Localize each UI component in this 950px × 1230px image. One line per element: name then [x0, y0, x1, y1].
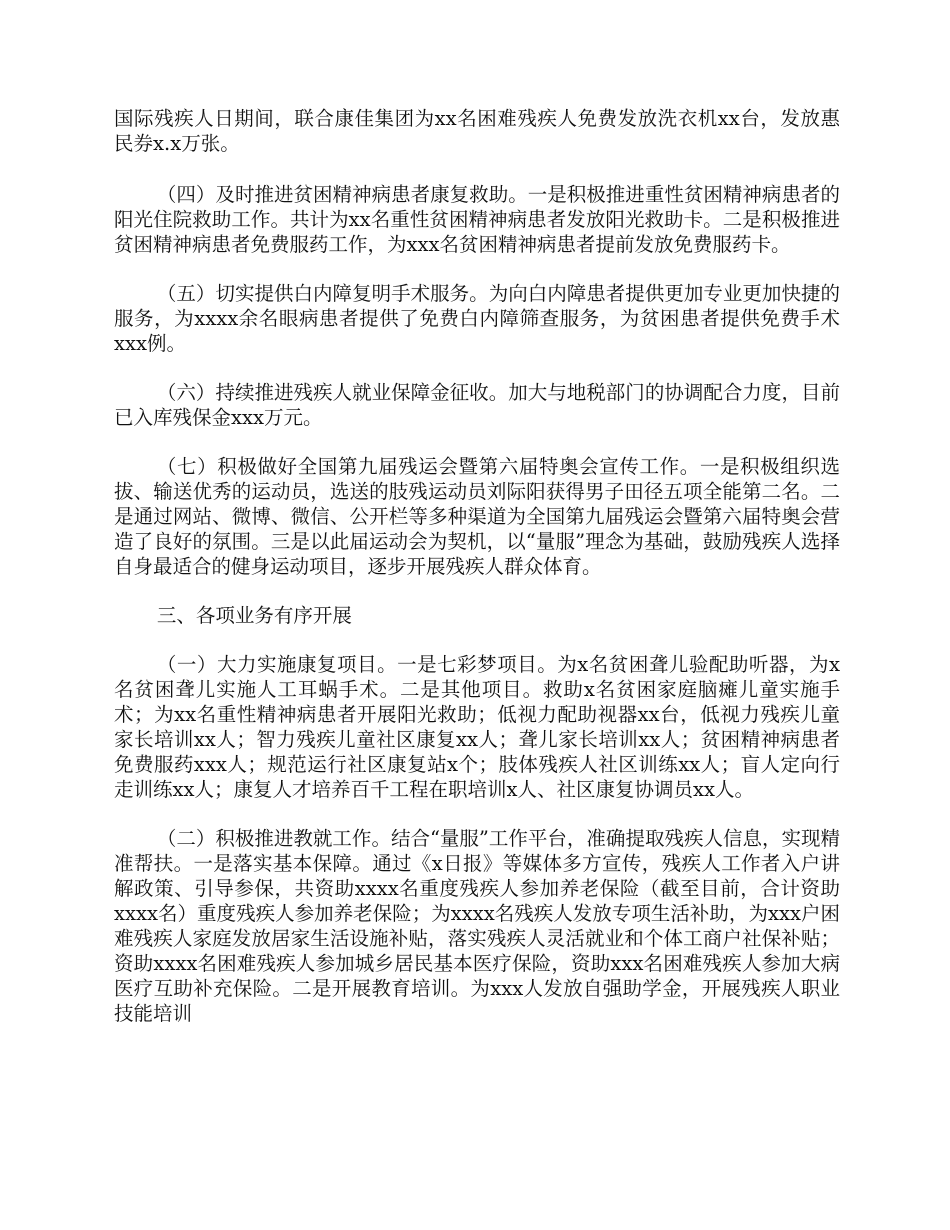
paragraph-section-7: （七）积极做好全国第九届残运会暨第六届特奥会宣传工作。一是积极组织选拔、输送优秀的运动员，选送的肢残运动员刘际阳获得男子田径五项全能第二名。二是通过网站、微博、微信、公开栏等多种渠道为全国第九届残运会暨第六届特奥会营造了良好的氛围。三是以此届运动会为契机，以“量服”理念为基础，鼓励残疾人选择自身最适合的健身运动项目，逐步开展残疾人群众体育。: [114, 455, 840, 578]
paragraph-continuation: 国际残疾人日期间，联合康佳集团为xx名困难残疾人免费发放洗衣机xx台，发放惠民券x.x万张。: [114, 107, 840, 155]
document-body: [114, 106, 840, 1050]
paragraph-section-4: （四）及时推进贫困精神病患者康复救助。一是积极推进重性贫困精神病患者的阳光住院救助工作。共计为xx名重性贫困精神病患者发放阳光救助卡。二是积极推进贫困精神病患者免费服药工作，为xxx名贫困精神病患者提前发放免费服药卡。: [114, 183, 840, 256]
paragraph-section-6: （六）持续推进残疾人就业保障金征收。加大与地税部门的协调配合力度，目前已入库残保金xxx万元。: [114, 381, 840, 429]
paragraph-section-5: （五）切实提供白内障复明手术服务。为向白内障患者提供更加专业更加快捷的服务，为xxxx余名眼病患者提供了免费白内障筛查服务，为贫困患者提供免费手术xxx例。: [114, 282, 840, 355]
paragraph-education-employment: （二）积极推进教就工作。结合“量服”工作平台，准确提取残疾人信息，实现精准帮扶。一是落实基本保障。通过《x日报》等媒体多方宣传，残疾人工作者入户讲解政策、引导参保，共资助xxxx名重度残疾人参加养老保险（截至目前，合计资助xxxx名）重度残疾人参加养老保险；为xxxx名残疾人发放专项生活补助，为xxx户困难残疾人家庭发放居家生活设施补贴，落实残疾人灵活就业和个体工商户社保补贴；资助xxxx名困难残疾人参加城乡居民基本医疗保险，资助xxx名困难残疾人参加大病医疗互助补充保险。二是开展教育培训。为xxx人发放自强助学金，开展残疾人职业技能培训: [114, 827, 840, 1025]
section-heading-3: 三、各项业务有序开展: [156, 604, 352, 627]
paragraph-rehab-projects: （一）大力实施康复项目。一是七彩梦项目。为x名贫困聋儿验配助听器，为x名贫困聋儿实施人工耳蜗手术。二是其他项目。救助x名贫困家庭脑瘫儿童实施手术；为xx名重性精神病患者开展阳光救助；低视力配助视器xx台，低视力残疾儿童家长培训xx人；智力残疾儿童社区康复xx人；聋儿家长培训xx人；贫困精神病患者免费服药xxx人；规范运行社区康复站x个；肢体残疾人社区训练xx人；盲人定向行走训练xx人；康复人才培养百千工程在职培训x人、社区康复协调员xx人。: [114, 653, 840, 801]
